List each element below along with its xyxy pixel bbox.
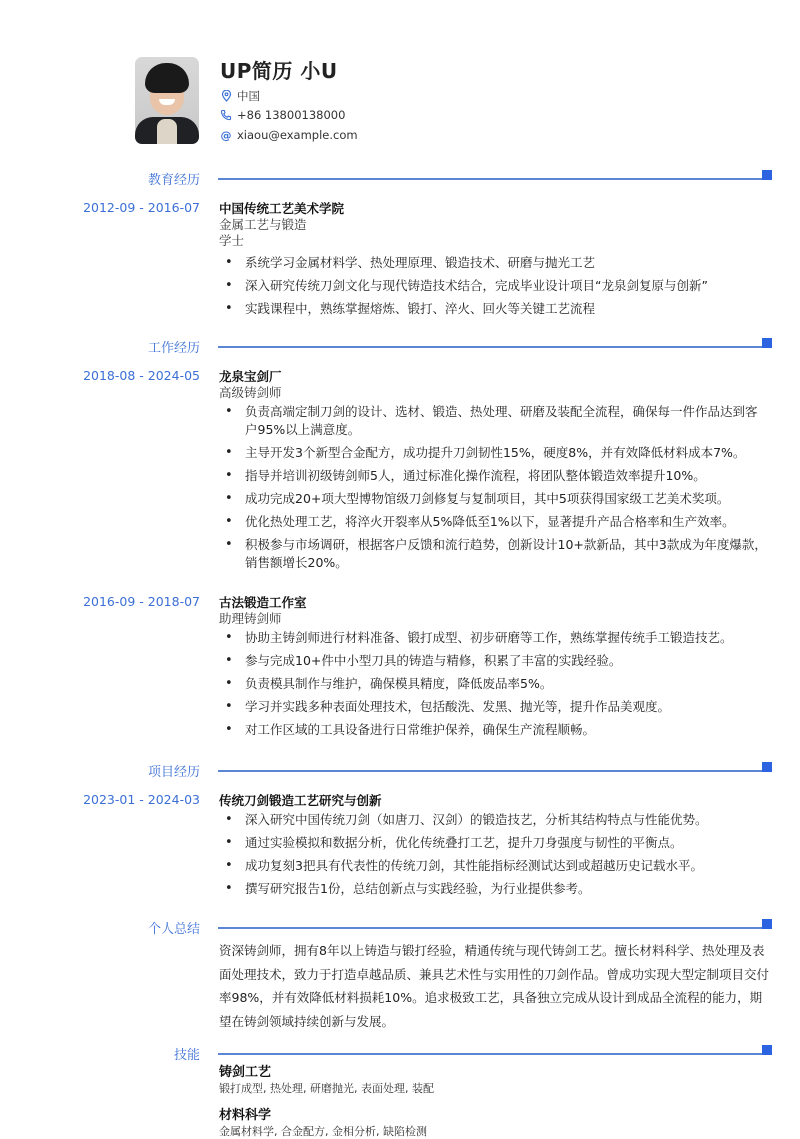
- list-item: • 负责模具制作与维护，确保模具精度，降低废品率5%。: [245, 675, 769, 693]
- section-marker: [762, 1045, 772, 1055]
- section-divider: [218, 770, 766, 772]
- project-name: 传统刀剑锻造工艺研究与创新: [219, 793, 382, 808]
- avatar: [135, 57, 199, 144]
- degree: 学士: [219, 233, 245, 248]
- skill-group-name: 铸剑工艺: [219, 1065, 272, 1080]
- entry-date: 2016-09 - 2018-07: [83, 594, 200, 609]
- contact-phone: +86 13800138000: [220, 108, 345, 122]
- contact-location: 中国: [220, 88, 260, 104]
- section-title-summary: 个人总结: [147, 922, 200, 937]
- list-item: • 系统学习金属材料学、热处理原理、锻造技术、研磨与抛光工艺: [245, 254, 769, 272]
- section-marker: [762, 338, 772, 348]
- company-name: 龙泉宝剑厂: [219, 369, 282, 384]
- work-entry: [219, 594, 769, 744]
- list-item: • 深入研究中国传统刀剑（如唐刀、汉剑）的锻造技艺，分析其结构特点与性能优势。: [245, 811, 769, 829]
- phone-icon: [220, 109, 232, 121]
- section-divider: [218, 178, 766, 180]
- list-item: • 协助主铸剑师进行材料准备、锻打成型、初步研磨等工作，熟练掌握传统手工锻造技艺。: [245, 629, 769, 647]
- job-title: 助理铸剑师: [219, 611, 282, 626]
- list-item: • 积极参与市场调研，根据客户反馈和流行趋势，创新设计10+款新品，其中3款成为年度爆款，销售额增长20%。: [245, 536, 769, 572]
- section-divider: [218, 346, 766, 348]
- school-name: 中国传统工艺美术学院: [219, 201, 345, 216]
- section-marker: [762, 919, 772, 929]
- list-item: • 主导开发3个新型合金配方，成功提升刀剑韧性15%，硬度8%，并有效降低材料成本7%。: [245, 444, 769, 462]
- map-pin-icon: [220, 90, 232, 102]
- skill-group-name: 材料科学: [219, 1108, 272, 1123]
- list-item: • 实践课程中，熟练掌握熔炼、锻打、淬火、回火等关键工艺流程: [245, 300, 769, 318]
- section-title-skills: 技能: [173, 1048, 200, 1063]
- education-entry: [219, 200, 769, 323]
- project-entry: [219, 792, 769, 903]
- list-item: • 成功完成20+项大型博物馆级刀剑修复与复制项目，其中5项获得国家级工艺美术奖项。: [245, 490, 769, 508]
- skill-group-items: 金属材料学, 合金配方, 金相分析, 缺陷检测: [219, 1125, 427, 1138]
- list-item: • 指导并培训初级铸剑师5人，通过标准化操作流程，将团队整体锻造效率提升10%。: [245, 467, 769, 485]
- company-name: 古法锻造工作室: [219, 595, 307, 610]
- section-divider: [218, 1053, 766, 1055]
- summary-text: 资深铸剑师，拥有8年以上铸造与锻打经验，精通传统与现代铸剑工艺。擅长材料科学、热处理及表面处理技术，致力于打造卓越品质、兼具艺术性与实用性的刀剑作品。曾成功实现大型定制项目交付率98%，并有效降低材料损耗10%。追求极致工艺，具备独立完成从设计到成品全流程的能力，期望在铸剑领域持续创新与发展。: [219, 943, 770, 1029]
- section-marker: [762, 170, 772, 180]
- list-item: • 撰写研究报告1份，总结创新点与实践经验，为行业提供参考。: [245, 880, 769, 898]
- at-icon: @: [220, 128, 232, 142]
- list-item: • 成功复刻3把具有代表性的传统刀剑，其性能指标经测试达到或超越历史记载水平。: [245, 857, 769, 875]
- list-item: • 对工作区域的工具设备进行日常维护保养，确保生产流程顺畅。: [245, 721, 769, 739]
- section-title-work: 工作经历: [147, 341, 200, 356]
- entry-date: 2023-01 - 2024-03: [83, 792, 200, 807]
- section-marker: [762, 762, 772, 772]
- major: 金属工艺与锻造: [219, 217, 307, 232]
- list-item: • 负责高端定制刀剑的设计、选材、锻造、热处理、研磨及装配全流程，确保每一件作品达到客户95%以上满意度。: [245, 403, 769, 439]
- work-entry: [219, 368, 769, 577]
- list-item: • 优化热处理工艺，将淬火开裂率从5%降低至1%以下，显著提升产品合格率和生产效率。: [245, 513, 769, 531]
- candidate-name: UP简历 小U: [220, 59, 338, 83]
- section-title-projects: 项目经历: [147, 765, 200, 780]
- entry-date: 2012-09 - 2016-07: [83, 200, 200, 215]
- list-item: • 通过实验模拟和数据分析，优化传统叠打工艺，提升刀身强度与韧性的平衡点。: [245, 834, 769, 852]
- job-title: 高级铸剑师: [219, 385, 282, 400]
- section-title-education: 教育经历: [147, 173, 200, 188]
- list-item: • 参与完成10+件中小型刀具的铸造与精修，积累了丰富的实践经验。: [245, 652, 769, 670]
- entry-date: 2018-08 - 2024-05: [83, 368, 200, 383]
- section-divider: [218, 927, 766, 929]
- list-item: • 深入研究传统刀剑文化与现代铸造技术结合，完成毕业设计项目“龙泉剑复原与创新”: [245, 277, 769, 295]
- list-item: • 学习并实践多种表面处理技术，包括酸洗、发黑、抛光等，提升作品美观度。: [245, 698, 769, 716]
- contact-email[interactable]: @ xiaou@example.com: [220, 128, 358, 142]
- skill-group-items: 锻打成型, 热处理, 研磨抛光, 表面处理, 装配: [219, 1082, 434, 1095]
